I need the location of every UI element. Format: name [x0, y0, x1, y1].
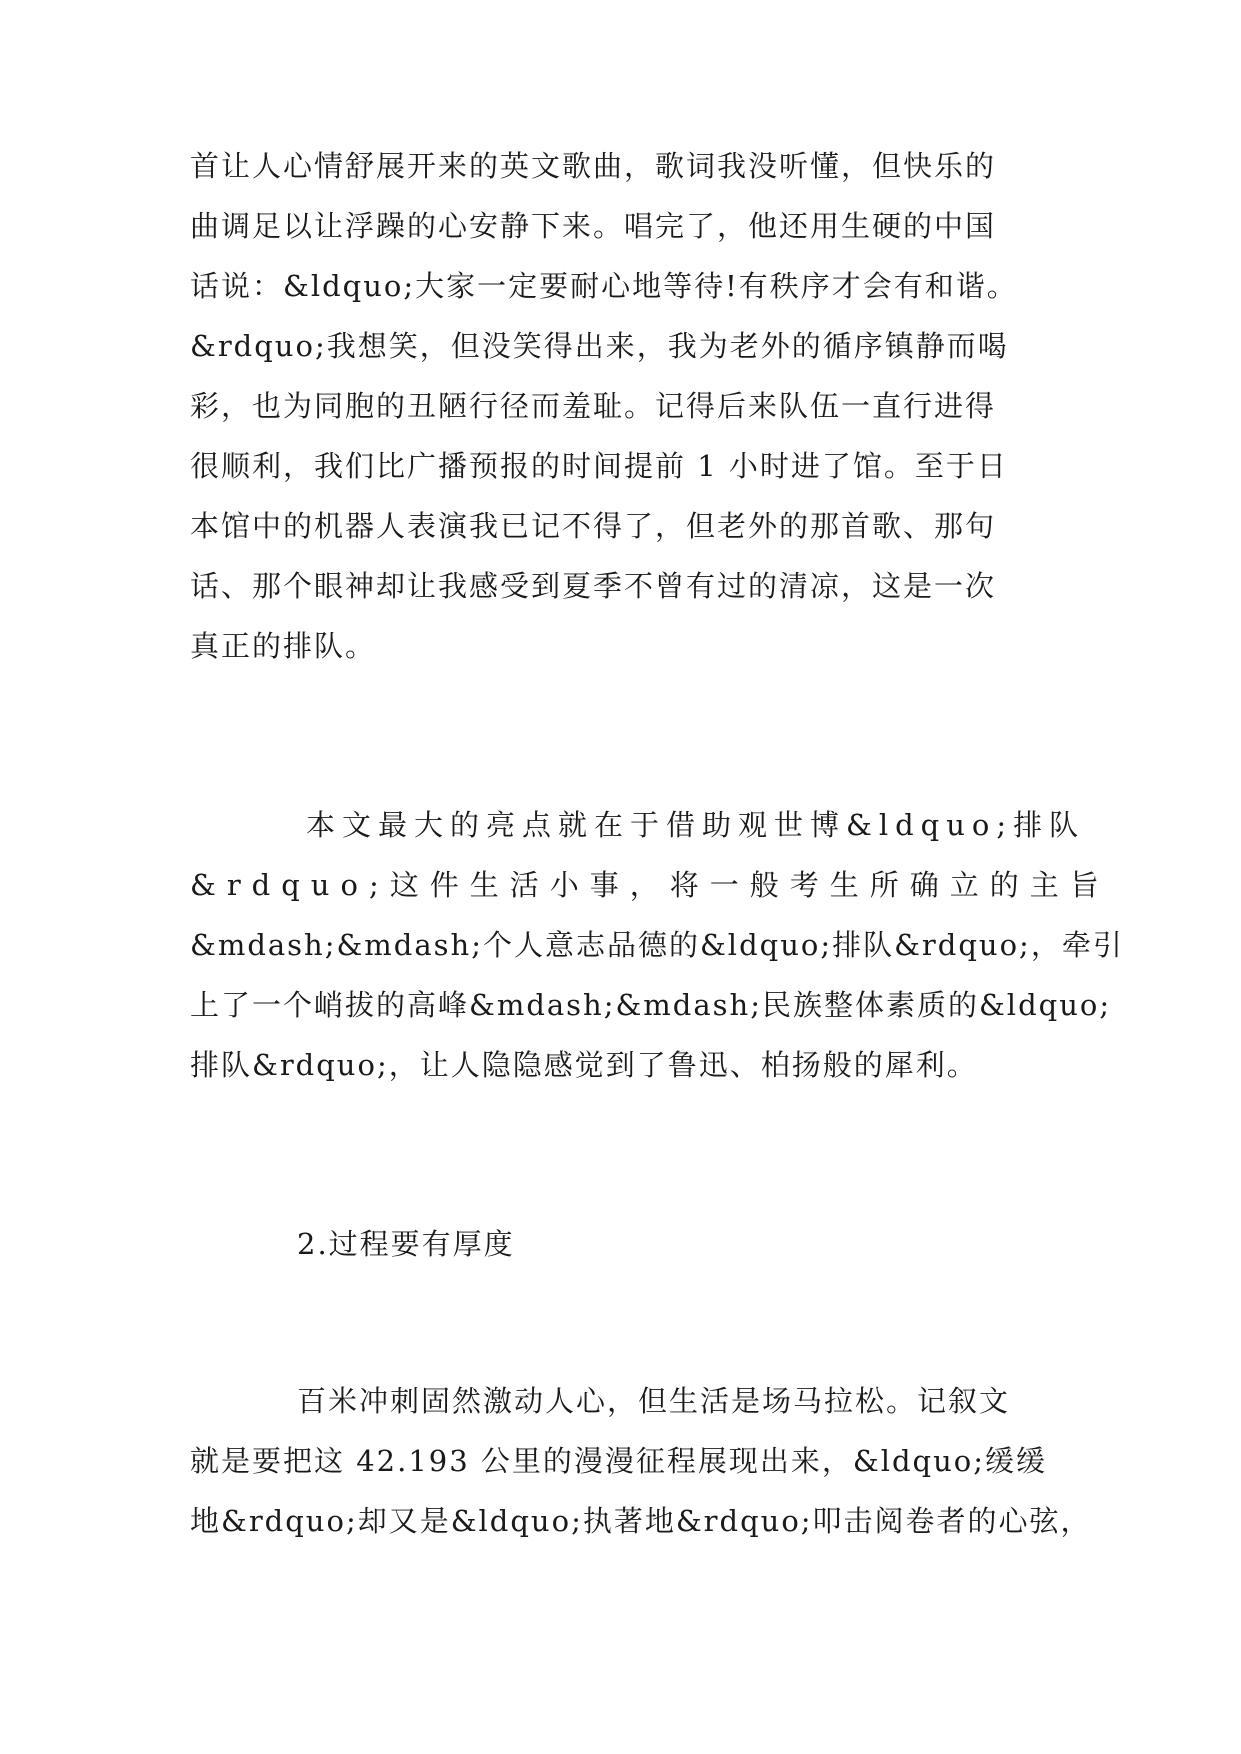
- paragraph-3-line-3: 地&rdquo;却又是&ldquo;执著地&rdquo;叩击阅卷者的心弦，: [190, 1504, 1092, 1538]
- paragraph-1-line-7: 本馆中的机器人表演我已记不得了，但老外的那首歌、那句: [190, 509, 997, 543]
- paragraph-2-line-1: 本文最大的亮点就在于借助观世博&ldquo;排队: [306, 808, 1086, 842]
- paragraph-3-line-1: 百米冲刺固然激动人心，但生活是场马拉松。记叙文: [297, 1384, 1011, 1418]
- paragraph-1-line-2: 曲调足以让浮躁的心安静下来。唱完了，他还用生硬的中国: [190, 209, 997, 243]
- paragraph-3: [190, 1371, 1092, 1551]
- paragraph-2: [190, 795, 1124, 1095]
- heading-text: 2.过程要有厚度: [297, 1227, 515, 1261]
- paragraph-1-line-4: &rdquo;我想笑，但没笑得出来，我为老外的循序镇静而喝: [190, 329, 1009, 363]
- paragraph-2-line-3: &mdash;&mdash;个人意志品德的&ldquo;排队&rdquo;，牵引: [190, 928, 1124, 962]
- paragraph-1-line-5: 彩，也为同胞的丑陋行径而羞耻。记得后来队伍一直行进得: [190, 389, 997, 423]
- paragraph-3-line-2: 就是要把这 42.193 公里的漫漫征程展现出来，&ldquo;缓缓: [190, 1444, 1048, 1478]
- paragraph-2-line-4: 上了一个峭拔的高峰&mdash;&mdash;民族整体素质的&ldquo;: [190, 988, 1112, 1022]
- paragraph-1: [190, 136, 1070, 676]
- paragraph-2-line-5: 排队&rdquo;，让人隐隐感觉到了鲁迅、柏扬般的犀利。: [190, 1048, 978, 1082]
- paragraph-1-line-9: 真正的排队。: [190, 629, 377, 663]
- paragraph-1-line-3: 话说：&ldquo;大家一定要耐心地等待!有秩序才会有和谐。: [190, 269, 1018, 303]
- paragraph-1-line-8: 话、那个眼神却让我感受到夏季不曾有过的清凉，这是一次: [190, 569, 997, 603]
- paragraph-2-line-2: &rdquo;这件生活小事，将一般考生所确立的主旨: [190, 868, 1110, 902]
- paragraph-1-line-6: 很顺利，我们比广播预报的时间提前 1 小时进了馆。至于日: [190, 449, 1008, 483]
- paragraph-1-line-1: 首让人心情舒展开来的英文歌曲，歌词我没听懂，但快乐的: [190, 149, 997, 183]
- section-heading: [190, 1214, 1070, 1274]
